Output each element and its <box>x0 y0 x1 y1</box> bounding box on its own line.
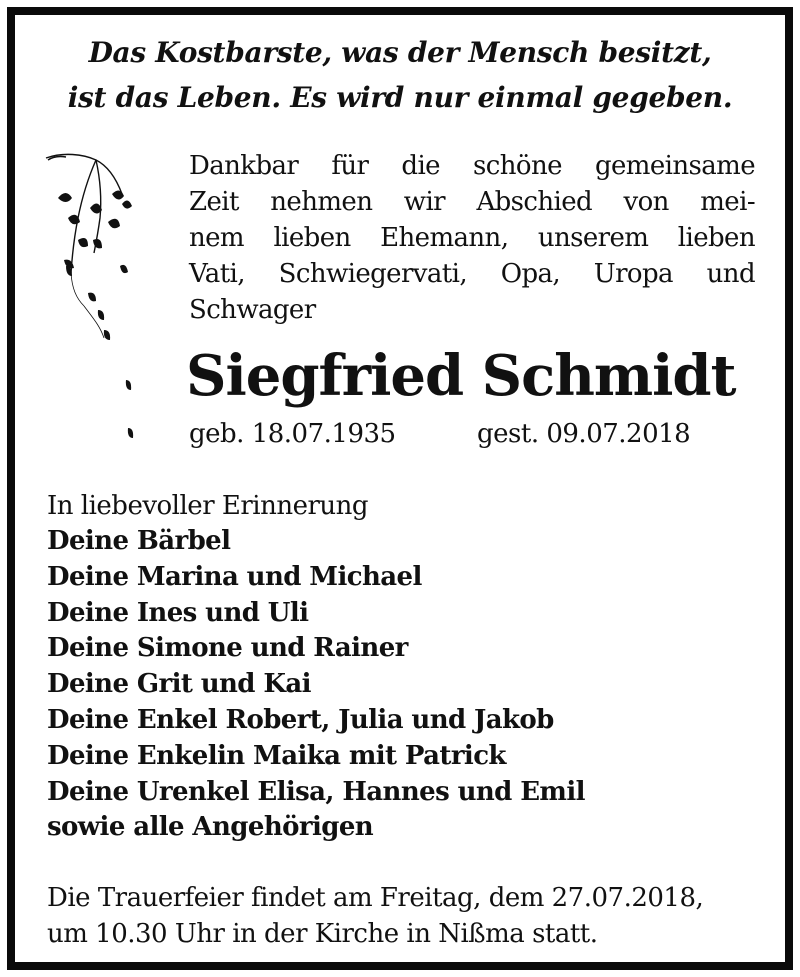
death-date: gest. 09.07.2018 <box>477 419 691 449</box>
birch-branch-icon <box>38 148 158 458</box>
list-item: sowie alle Angehörigen <box>47 812 374 843</box>
funeral-line-2: um 10.30 Uhr in der Kirche in Nißma statt. <box>47 919 598 949</box>
list-item: Deine Enkel Robert, Julia und Jakob <box>47 704 554 735</box>
list-item: Deine Marina und Michael <box>47 561 422 592</box>
intro-line: Dankbar für die schöne gemeinsame <box>189 151 755 181</box>
intro-line: nem lieben Ehemann, unserem lieben <box>189 223 755 253</box>
mourners-list <box>47 524 585 846</box>
list-item: Deine Bärbel <box>47 526 231 556</box>
list-item: Deine Simone und Rainer <box>47 633 408 664</box>
list-item: Deine Urenkel Elisa, Hannes und Emil <box>47 776 585 807</box>
funeral-line-1: Die Trauerfeier findet am Freitag, dem 27.07.2018, <box>47 883 704 913</box>
intro-line: Schwager <box>189 295 316 325</box>
birth-date: geb. 18.07.1935 <box>189 419 396 449</box>
intro-line: Vati, Schwiegervati, Opa, Uropa und <box>189 259 755 289</box>
intro-line: Zeit nehmen wir Abschied von mei- <box>189 187 755 217</box>
deceased-name: Siegfried Schmidt <box>186 343 736 409</box>
list-item: Deine Ines und Uli <box>47 597 309 628</box>
motto-line-2: ist das Leben. Es wird nur einmal gegeben. <box>67 81 733 114</box>
funeral-info <box>47 880 757 952</box>
intro-text <box>189 148 755 328</box>
remembrance-line: In liebevoller Erinnerung <box>47 491 369 521</box>
life-dates <box>189 416 691 452</box>
motto-quote <box>22 30 778 120</box>
motto-line-1: Das Kostbarste, was der Mensch besitzt, <box>88 36 712 69</box>
list-item: Deine Enkelin Maika mit Patrick <box>47 740 506 771</box>
list-item: Deine Grit und Kai <box>47 669 311 700</box>
